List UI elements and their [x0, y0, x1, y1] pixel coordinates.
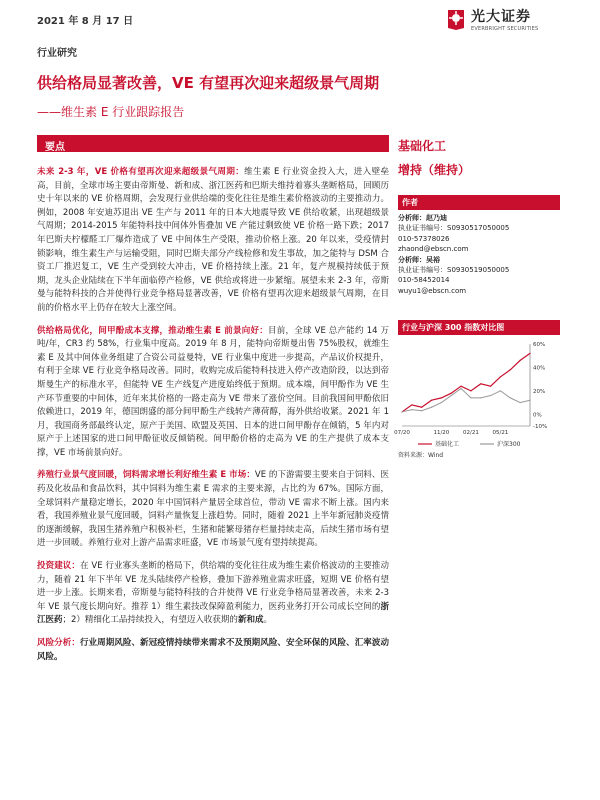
- x-tick-label: 02/21: [462, 430, 479, 436]
- data-point: [480, 383, 481, 384]
- y-tick-label: 60%: [533, 342, 546, 348]
- analyst-name: 分析师：赵乃迪: [398, 214, 447, 222]
- data-point: [421, 410, 422, 411]
- data-point: [490, 395, 491, 396]
- data-point: [480, 397, 481, 398]
- data-point: [470, 390, 471, 391]
- legend-label: 基础化工: [435, 441, 460, 448]
- paragraph-body: 在 VE 行业寡头垄断的格局下，供给端的变化往往成为维生素价格波动的主要推动力，随着 21 年下半年 VE 龙头陆续停产检修，叠加下游养殖业需求旺盛，短期 VE 价格有望进一步上涨。长期来看，帝斯曼与能特科技的合并使得 VE 行业竞争格局显著改善，未来 2-3 年 VE 景气度长期向好。推荐 1）维生素技改保障盈利能力，医药业务打开公司成长空间的: [37, 561, 389, 612]
- report-subtitle: ——维生素 E 行业跟踪报告: [37, 105, 185, 119]
- y-tick-label: 0%: [533, 412, 542, 419]
- series-line-1: [402, 389, 530, 412]
- paragraph-body: ；2）精细化工品持续投入，有望迈入收获期的: [62, 615, 238, 626]
- paragraph-body: 。: [263, 615, 272, 626]
- index-comparison-chart: [394, 338, 560, 450]
- logo-cn: 光大证券: [471, 9, 531, 25]
- analyst-cert: 执业证书编号：S0930519050005: [398, 266, 510, 275]
- data-point: [520, 360, 521, 361]
- key-points-header: 要点: [37, 135, 389, 152]
- series-line-0: [402, 353, 530, 412]
- data-point: [500, 376, 501, 377]
- analyst-panel: [398, 195, 560, 296]
- analyst-email[interactable]: zhaond@ebscn.com: [398, 245, 469, 254]
- data-point: [529, 400, 530, 401]
- paragraph-lead: 投资建议：: [37, 561, 80, 572]
- sidebar-rating: [398, 135, 560, 178]
- paragraph-body: VE 的下游需要主要来自于饲料、医药及化妆品和食品饮料，其中饲料为维生素 E 需求的主要来源，占比约为 67%。国际方面，全球饲料产量稳定增长，2020 年中国饲料产量居全球首位，带动 VE 需求不断上涨。国内来看，我国养殖业景气度回暖，饲料产量恢复上涨趋势。同时，随着 2021 上半年新冠肺炎疫情的逐渐缓解，我国生猪养殖户积极补栏，生猪和能繁母猪存栏量持续走高，后续生猪市场有望进一步回暖。养殖行业对上游产品需求旺盛，VE 市场景气度有望持续提高。: [37, 470, 389, 549]
- data-point: [529, 353, 530, 354]
- data-point: [490, 386, 491, 387]
- data-point: [510, 369, 511, 370]
- data-point: [411, 404, 412, 405]
- paragraph-lead: 未来 2-3 年，VE 价格有望再次迎来超级景气周期：: [37, 167, 245, 177]
- paragraph-supply: [37, 325, 389, 461]
- data-point: [500, 390, 501, 391]
- data-point: [421, 407, 422, 408]
- paragraph-lead: 养殖行业景气度回暖，饲料需求增长利好维生素 E 市场：: [37, 470, 255, 481]
- chart-title: 行业与沪深 300 指数对比图: [398, 320, 560, 335]
- analyst-email[interactable]: wuyu1@ebscn.com: [398, 286, 467, 295]
- chart-svg: [394, 338, 560, 450]
- analyst-cert: 执业证书编号：S0930517050005: [398, 224, 510, 233]
- legend-label: 沪深300: [497, 441, 521, 448]
- section-label: 行业研究: [37, 48, 77, 59]
- data-point: [431, 400, 432, 401]
- paragraph-lead: 风险分析：: [37, 638, 80, 648]
- paragraph-demand: [37, 469, 389, 551]
- data-point: [460, 386, 461, 387]
- x-tick-label: 11/20: [433, 430, 450, 436]
- paragraph-outlook: [37, 166, 389, 316]
- company-name: 新和成: [237, 615, 264, 626]
- analyst-phone: 010-58452014: [398, 276, 450, 285]
- analyst-phone: 010-57378026: [398, 234, 450, 243]
- author-header: 作者: [398, 195, 560, 210]
- paragraph-risk: [37, 637, 389, 664]
- main-body: [37, 166, 389, 673]
- report-date: 2021 年 8 月 17 日: [37, 16, 134, 27]
- data-point: [401, 411, 402, 412]
- paragraph-lead: 供给格局优化，间甲酚成本支撑，推动维生素 E 前景向好：: [37, 325, 268, 336]
- rating: 增持（维持）: [398, 163, 471, 177]
- data-point: [411, 409, 412, 410]
- industry-name: 基础化工: [398, 139, 447, 153]
- company-logo: [446, 6, 538, 32]
- report-title: 供给格局显著改善，VE 有望再次迎来超级景气周期: [37, 74, 380, 92]
- paragraph-body: 维生素 E 行业资金投入大，进入壁垒高，目前，全球市场主要由帝斯曼、新和成、浙江医药和巴斯夫维持着寡头垄断格局，回顾历史十年以来的 VE 价格周期，会发现行业供给端的变化往往是维生素价格波动的主要推动力。例如，2008 年安迪苏退出 VE 生产与 2011 年的日本大地震导致 VE 供给收紧，出现超级景气周期；2014-2015 年能特科技中间体外售叠加 VE 产能过剩致使 VE 价格一路下跌；2017 年巴斯夫柠檬醛工厂爆炸造成了 VE 中间体生产受限，推动价格上涨。20 年以来，受疫情封锁影响，维生素生产与运输受阻，同时巴斯夫部分产线检修和发生事故，加之能特与 DSM 合资工厂推迟复工，VE 生产受到较大冲击，VE 价格持续上涨。21 年，复产规模持续低于预期，龙头企业陆续在下半年面临停产检修，VE 供给或将进一步紧缩。展望未来 2-3 年，帝斯曼与能特科技的合并使得行业竞争格局显著改善，VE 价格有望再次迎来超级景气周期，在目前的价格水平上仍存在较大上涨空间。: [37, 167, 389, 313]
- paragraph-investment: [37, 560, 389, 628]
- y-tick-label: 20%: [533, 388, 546, 395]
- data-point: [451, 395, 452, 396]
- company-name: 浙江医药: [37, 601, 389, 626]
- data-point: [441, 397, 442, 398]
- data-point: [460, 388, 461, 389]
- data-point: [470, 397, 471, 398]
- paragraph-body: 行业周期风险、新冠疫情持续带来需求不及预期风险、安全环保的风险、汇率波动风险。: [37, 638, 389, 662]
- data-point: [431, 407, 432, 408]
- data-point: [451, 393, 452, 394]
- y-tick-label: -10%: [533, 424, 548, 430]
- y-tick-label: 40%: [533, 365, 546, 372]
- data-point: [520, 402, 521, 403]
- analyst-name: 分析师：吴裕: [398, 255, 440, 264]
- data-point: [441, 402, 442, 403]
- paragraph-body: 目前，全球 VE 总产能约 14 万吨/年，CR3 约 58%，行业集中度高。2019 年 8 月，能特向帝斯曼出售 75%股权，就维生素 E 及其中间体业务组建了合资公司益曼特，VE 行业集中度进一步提高，产品议价权提升，有利于全球 VE 行业竞争格局改善。同时，收购完成后能特科技进入停产改造阶段，以达到帝斯曼生产的标准水平，但能特 VE 生产线复产进度始终低于预期。成本端，间甲酚作为 VE 生产环节重要的中间体，近年来其价格的一路走高为 VE 带来了涨价空间。目前我国间甲酚依旧依赖进口，2019 年，德国朗盛的部分间甲酚生产线转产薄荷醇，海外供给收紧。2021 年 1 月，我国商务部最终认定，原产于美国、欧盟及英国、日本的进口间甲酚存在倾销，5 年内对原产于上述国家的进口间甲酚征收反倾销税。间甲酚价格的走高为 VE 的生产提供了成本支撑，VE 市场前景向好。: [37, 325, 389, 458]
- data-point: [510, 397, 511, 398]
- x-tick-label: 07/20: [394, 430, 410, 436]
- x-tick-label: 05/21: [492, 430, 509, 436]
- sun-logo-icon: [446, 8, 466, 30]
- chart-source: 资料来源：Wind: [398, 452, 444, 459]
- logo-en: EVERBRIGHT SECURITIES: [471, 26, 539, 32]
- chart-header: [398, 320, 560, 335]
